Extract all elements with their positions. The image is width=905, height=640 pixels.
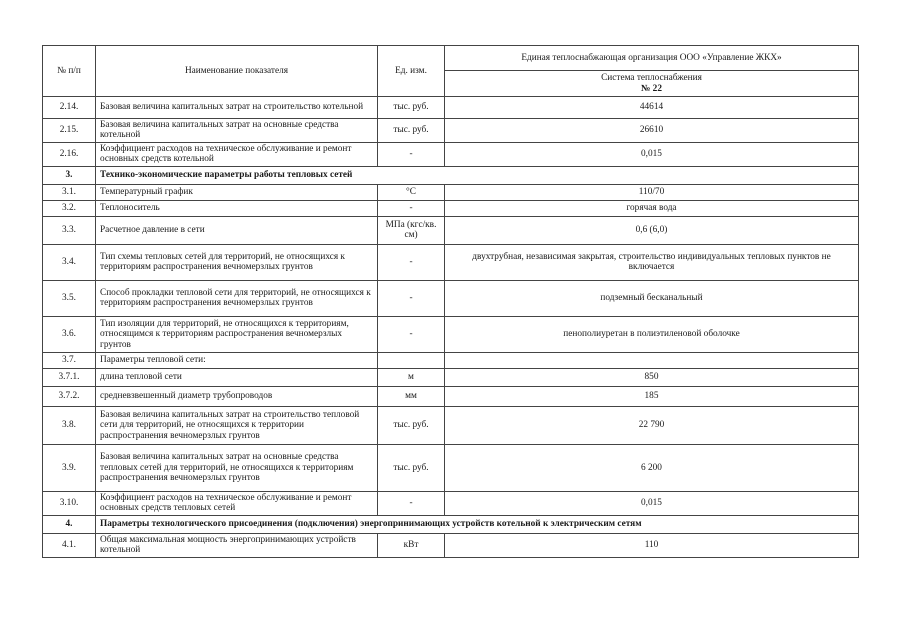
row-indicator-name: Коэффициент расходов на техническое обслуживание и ремонт основных средств котельной: [96, 142, 378, 166]
table-row: [43, 244, 859, 280]
table-row: [43, 119, 859, 143]
row-value: двухтрубная, независимая закрытая, строительство индивидуальных тепловых пунктов не включается: [445, 244, 859, 280]
row-unit: тыс. руб.: [378, 97, 445, 119]
row-value: 110/70: [445, 184, 859, 200]
row-number: 3.5.: [43, 280, 96, 316]
row-value: [445, 352, 859, 368]
row-value: горячая вода: [445, 200, 859, 216]
row-unit: °С: [378, 184, 445, 200]
row-number: 3.: [43, 166, 96, 184]
row-number: 4.: [43, 515, 96, 533]
section-row: [43, 166, 859, 184]
row-indicator-name: Способ прокладки тепловой сети для территорий, не относящихся к территориям распространения вечномерзлых грунтов: [96, 280, 378, 316]
row-indicator-name: Температурный график: [96, 184, 378, 200]
row-unit: -: [378, 200, 445, 216]
row-value: 0,6 (6,0): [445, 216, 859, 244]
row-unit: тыс. руб.: [378, 119, 445, 143]
row-number: 3.6.: [43, 316, 96, 352]
table-row: [43, 316, 859, 352]
table-row: [43, 97, 859, 119]
table-row: [43, 386, 859, 406]
table-row: [43, 352, 859, 368]
row-indicator-name: Расчетное давление в сети: [96, 216, 378, 244]
row-number: 2.14.: [43, 97, 96, 119]
row-indicator-name: Теплоноситель: [96, 200, 378, 216]
row-unit: кВт: [378, 533, 445, 557]
header-system: [445, 71, 859, 97]
row-number: 3.7.1.: [43, 368, 96, 386]
row-value: 850: [445, 368, 859, 386]
row-indicator-name: Базовая величина капитальных затрат на строительство тепловой сети для территорий, не относящихся к территории распространения вечномерзлых грунтов: [96, 406, 378, 444]
row-indicator-name: длина тепловой сети: [96, 368, 378, 386]
table-row: [43, 368, 859, 386]
header-organization: Единая теплоснабжающая организация ООО «Управление ЖКХ»: [445, 46, 859, 71]
row-number: 3.7.2.: [43, 386, 96, 406]
row-value: 0,015: [445, 142, 859, 166]
row-number: 2.16.: [43, 142, 96, 166]
row-unit: МПа (кгс/кв. см): [378, 216, 445, 244]
header-unit: Ед. изм.: [378, 46, 445, 97]
row-value: 0,015: [445, 491, 859, 515]
indicators-table: [42, 45, 859, 558]
row-unit: -: [378, 244, 445, 280]
row-number: 3.4.: [43, 244, 96, 280]
row-unit: тыс. руб.: [378, 406, 445, 444]
row-unit: -: [378, 142, 445, 166]
row-number: 3.1.: [43, 184, 96, 200]
section-row: [43, 515, 859, 533]
row-unit: тыс. руб.: [378, 444, 445, 491]
row-value: 6 200: [445, 444, 859, 491]
row-indicator-name: Тип изоляции для территорий, не относящихся к территориям, относящимся к территориям распространения вечномерзлых грунтов: [96, 316, 378, 352]
row-indicator-name: Базовая величина капитальных затрат на основные средства котельной: [96, 119, 378, 143]
row-number: 2.15.: [43, 119, 96, 143]
row-number: 3.3.: [43, 216, 96, 244]
row-number: 3.9.: [43, 444, 96, 491]
row-value: 26610: [445, 119, 859, 143]
table-row: [43, 280, 859, 316]
table-row: [43, 184, 859, 200]
row-value: 185: [445, 386, 859, 406]
table-row: [43, 406, 859, 444]
row-number: 3.7.: [43, 352, 96, 368]
section-title: Технико-экономические параметры работы тепловых сетей: [96, 166, 859, 184]
row-value: подземный бесканальный: [445, 280, 859, 316]
header-system-number: № 22: [641, 83, 662, 94]
table-row: [43, 533, 859, 557]
row-number: 3.2.: [43, 200, 96, 216]
row-indicator-name: Базовая величина капитальных затрат на основные средства тепловых сетей для территорий, не относящихся к территориям распространения вечномерзлых грунтов: [96, 444, 378, 491]
row-value: 110: [445, 533, 859, 557]
row-unit: м: [378, 368, 445, 386]
table-row: [43, 444, 859, 491]
row-value: пенополиуретан в полиэтиленовой оболочке: [445, 316, 859, 352]
table-row: [43, 200, 859, 216]
row-indicator-name: Параметры тепловой сети:: [96, 352, 378, 368]
row-unit: [378, 352, 445, 368]
table-row: [43, 491, 859, 515]
row-value: 44614: [445, 97, 859, 119]
row-indicator-name: Тип схемы тепловых сетей для территорий, не относящихся к территориям распространения вечномерзлых грунтов: [96, 244, 378, 280]
row-indicator-name: Коэффициент расходов на техническое обслуживание и ремонт основных средств тепловых сетей: [96, 491, 378, 515]
header-system-label: Система теплоснабжения: [601, 73, 702, 84]
row-number: 3.8.: [43, 406, 96, 444]
row-unit: -: [378, 316, 445, 352]
row-unit: мм: [378, 386, 445, 406]
row-value: 22 790: [445, 406, 859, 444]
row-number: 4.1.: [43, 533, 96, 557]
table-row: [43, 216, 859, 244]
section-title: Параметры технологического присоединения (подключения) энергопринимающих устройств котельной к электрическим сетям: [96, 515, 859, 533]
header-indicator-name: Наименование показателя: [96, 46, 378, 97]
row-unit: -: [378, 491, 445, 515]
row-number: 3.10.: [43, 491, 96, 515]
row-unit: -: [378, 280, 445, 316]
row-indicator-name: средневзвешенный диаметр трубопроводов: [96, 386, 378, 406]
header-number: № п/п: [43, 46, 96, 97]
row-indicator-name: Базовая величина капитальных затрат на строительство котельной: [96, 97, 378, 119]
row-indicator-name: Общая максимальная мощность энергопринимающих устройств котельной: [96, 533, 378, 557]
table-row: [43, 142, 859, 166]
